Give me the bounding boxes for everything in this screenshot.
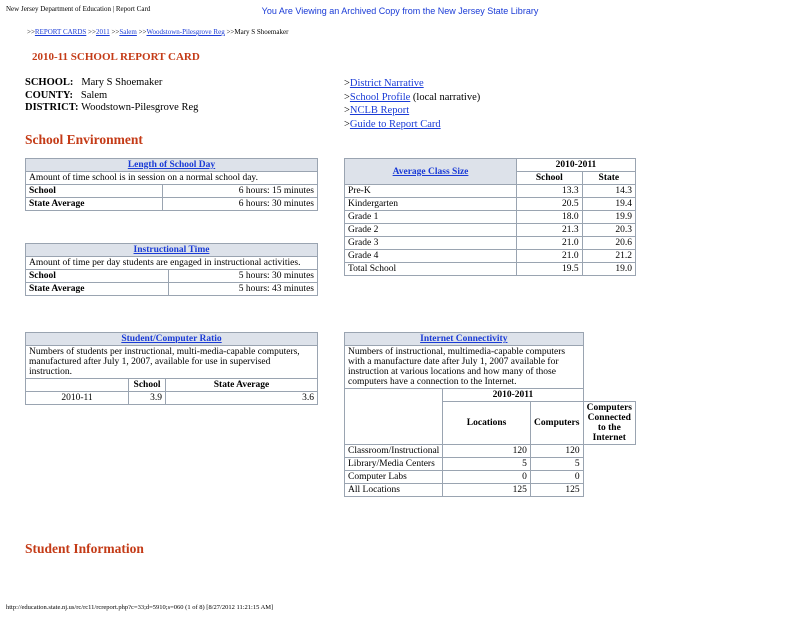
instructional-time-table xyxy=(25,243,318,296)
school-profile-link[interactable]: School Profile xyxy=(349,91,411,103)
class-size-link[interactable]: Average Class Size xyxy=(392,166,469,177)
school-name: Mary S Shoemaker xyxy=(81,77,163,88)
table-row: Grade 3 21.0 20.6 xyxy=(345,237,636,250)
table-row: Grade 4 21.0 21.2 xyxy=(345,250,636,263)
table-row: State Average 6 hours: 30 minutes xyxy=(26,198,318,211)
county-name: Salem xyxy=(80,89,108,101)
table-row: Grade 2 21.3 20.3 xyxy=(345,224,636,237)
breadcrumb-2011[interactable]: 2011 xyxy=(95,28,110,36)
internet-connectivity-table: Internet Connectivity Numbers of instructional, multimedia-capable computers with a manufacture date after July 1, 2007 available for instruction at various locations and how many of those computers have a connection to the Internet. 2010-2011 Locations Computers Computers Connected to the Internet Classroom/Instructional 120 120 Library/Media Centers 5 5 Computer Labs 0 0 All Locations 125 125 xyxy=(344,332,636,497)
school-info: SCHOOL: Mary S Shoemaker COUNTY: Salem DISTRICT: Woodstown-Pilesgrove Reg xyxy=(25,77,199,113)
report-card-title: 2010-11 SCHOOL REPORT CARD xyxy=(32,51,200,63)
breadcrumb: >>REPORT CARDS >>2011 >>Salem >>Woodstown-Pilesgrove Reg >>Mary S Shoemaker xyxy=(27,28,289,36)
school-environment-title: School Environment xyxy=(25,132,143,147)
ratio-description: Numbers of students per instructional, multi-media-capable computers, manufactured after July 1, 2007, available for use in supervised instruction. xyxy=(26,346,318,379)
length-of-day-table xyxy=(25,158,318,211)
student-computer-ratio-table: Student/Computer Ratio Numbers of students per instructional, multi-media-capable computers, manufactured after July 1, 2007, available for use in supervised instruction. School State Average 2010-11 3.9 3.6 xyxy=(25,332,318,405)
table-row: Kindergarten 20.5 19.4 xyxy=(345,198,636,211)
table-row: 2010-11 3.9 3.6 xyxy=(26,392,318,405)
breadcrumb-district[interactable]: Woodstown-Pilesgrove Reg xyxy=(146,28,225,36)
breadcrumb-salem[interactable]: Salem xyxy=(119,28,137,36)
breadcrumb-report-cards[interactable]: REPORT CARDS xyxy=(34,28,87,36)
student-information-title: Student Information xyxy=(25,541,144,556)
student-computer-ratio-link[interactable]: Student/Computer Ratio xyxy=(121,334,222,344)
internet-connectivity-link[interactable]: Internet Connectivity xyxy=(420,334,508,344)
breadcrumb-current-school: Mary S Shoemaker xyxy=(234,28,289,36)
side-links: >District Narrative >School Profile (local narrative) >NCLB Report >Guide to Report Card xyxy=(344,78,481,130)
table-row: Total School 19.5 19.0 xyxy=(345,263,636,276)
district-name: Woodstown-Pilesgrove Reg xyxy=(81,102,199,113)
guide-link[interactable]: Guide to Report Card xyxy=(349,118,441,130)
table-row: Computer Labs 0 0 xyxy=(345,471,636,484)
top-header-text: New Jersey Department of Education | Report Card xyxy=(6,5,151,13)
instructional-time-description: Amount of time per day students are engaged in instructional activities. xyxy=(26,257,318,270)
table-row: School 5 hours: 30 minutes xyxy=(26,270,318,283)
nclb-report-link[interactable]: NCLB Report xyxy=(349,105,410,116)
table-row: Grade 1 18.0 19.9 xyxy=(345,211,636,224)
district-narrative-link[interactable]: District Narrative xyxy=(349,78,424,89)
instructional-time-link[interactable]: Instructional Time xyxy=(133,245,210,255)
table-row: School 6 hours: 15 minutes xyxy=(26,185,318,198)
table-row: Pre-K 13.3 14.3 xyxy=(345,185,636,198)
class-size-table: Average Class Size 2010-2011 School State Pre-K 13.3 14.3 Kindergarten 20.5 19.4 Grade 1 18.0 19.9 Grade 2 21.3 20.3 Grade 3 21.0 20.6 Grade 4 21.0 21.2 Total School 19.5 19.0 xyxy=(344,158,636,276)
length-of-day-link[interactable]: Length of School Day xyxy=(127,160,216,170)
internet-description: Numbers of instructional, multimedia-capable computers with a manufacture date after July 1, 2007 available for instruction at various locations and how many of those computers have a connection to the Internet. xyxy=(345,346,584,389)
footer-url: http://education.state.nj.us/rc/rc11/rcreport.php?c=33;d=5910;s=060 (1 of 8) [8/27/2012 11:21:15 AM] xyxy=(6,604,274,611)
table-row: State Average 5 hours: 43 minutes xyxy=(26,283,318,296)
table-row: Library/Media Centers 5 5 xyxy=(345,458,636,471)
archive-notice: You Are Viewing an Archived Copy from the New Jersey State Library xyxy=(261,6,539,16)
table-row: All Locations 125 125 xyxy=(345,484,636,497)
table-row: Classroom/Instructional 120 120 xyxy=(345,445,636,458)
length-of-day-description: Amount of time school is in session on a normal school day. xyxy=(26,172,318,185)
